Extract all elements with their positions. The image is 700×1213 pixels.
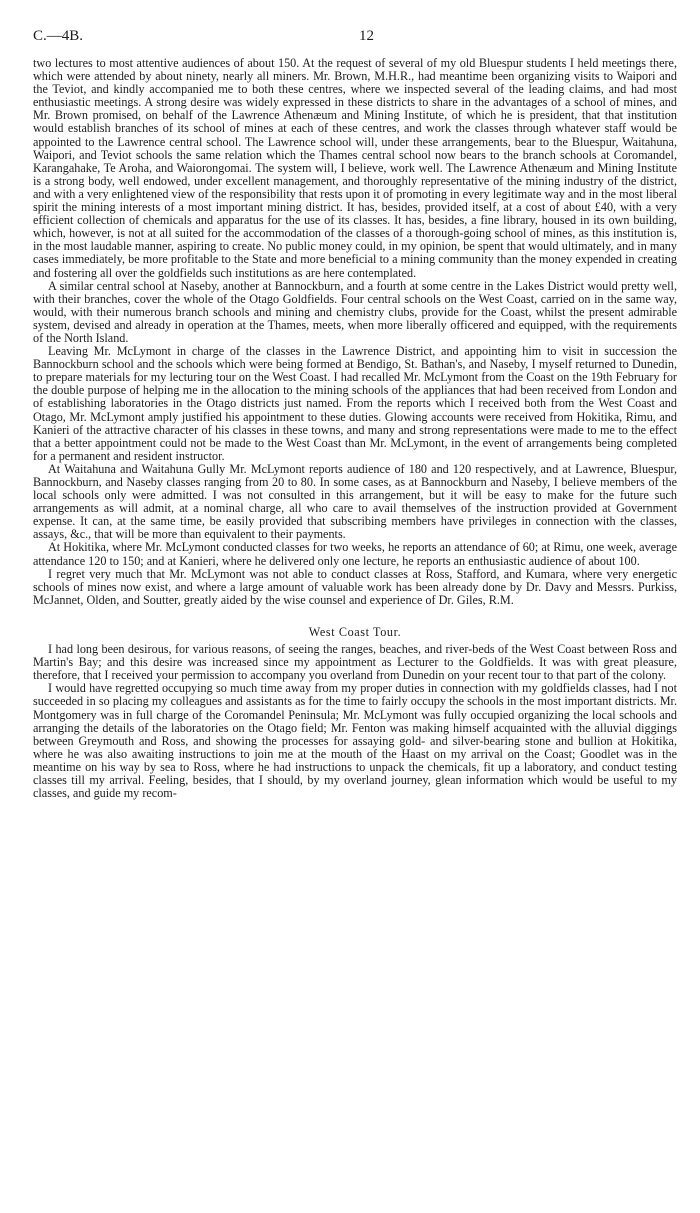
section-title: West Coast Tour. <box>308 624 402 639</box>
paragraph-hokitika: At Hokitika, where Mr. McLymont conducted classes for two weeks, he reports an attendance of 60; at Rimu, one week, average attendance 120 to 150; and at Kanieri, where he delivered only one lecture, he reports an enthusiastic audience of about 100. <box>33 540 677 568</box>
page-number: 12 <box>359 28 374 44</box>
paragraph-attendance: At Waitahuna and Waitahuna Gully Mr. McLymont reports audience of 180 and 120 respectively, and at Lawrence, Bluespur, Bannockburn, and Naseby classes ranging from 20 to 80. In some cases, as at Bannockburn and Naseby, I believe members of the local schools only were admitted. I was not consulted in this arrangement, but it will be easy to make for the future such arrangements as will admit, at a nominal charge, all who care to avail themselves of the instruction provided at Government expense. It can, at the same time, be easily provided that subscribing members have privileges in connection with the classes, assays, &c., that will be more than equivalent to their payments. <box>33 461 677 542</box>
paragraph-colleagues: I would have regretted occupying so much time away from my proper duties in connection with my goldfields classes, had I not succeeded in so placing my colleagues and assistants as for the time to fairly occupy the schools in the most important districts. Mr. Montgomery was in full charge of the Coromandel Peninsula; Mr. McLymont was fully occupied organizing the local schools and arranging the details of the laboratories on the Otago field; Mr. Fenton was making himself acquainted with the alluvial diggings between Greymouth and Ross, and showing the processes for assaying gold- and silver-bearing stone and bullion at Hokitika, where he was also awaiting instructions to join me at the mouth of the Haast on my arrival on the Coast; Goodlet was in the meantime on his way by sea to Ross, where he had instructions to unpack the chemicals, fit up a laboratory, and conduct testing classes till my arrival. Feeling, besides, that I should, by my overland journey, glean information which would be useful to my classes, and guide my recom- <box>33 681 677 801</box>
paragraph-mclymont-duties: Leaving Mr. McLymont in charge of the classes in the Lawrence District, and appointing him to visit in succession the Bannockburn school and the schools which were being formed at Bendigo, St. Bathan's, and Naseby, I myself returned to Dunedin, to prepare materials for my lecturing tour on the West Coast. I had recalled Mr. McLymont from the Coast on the 19th February for the double purpose of helping me in the allocation to the mining schools of the appliances that had been received from London and of establishing laboratories in the Otago districts just named. From the reports which I received both from the West Coast and Otago, Mr. McLymont amply justified his appointment to these duties. Glowing accounts were received from Hokitika, Rimu, and Kanieri of the attractive character of his classes in these towns, and many and strong representations were made to me to the effect that a better appointment could not be made to the West Coast than Mr. McLymont, in the event of arrangements being completed for a permanent and resident instructor. <box>33 344 677 463</box>
paragraph-central-schools: A similar central school at Naseby, another at Bannockburn, and a fourth at some centre in the Lakes District would pretty well, with their branches, cover the whole of the Otago Goldfields. Four central schools on the West Coast, carried on in the same way, would, with their numerous branch schools and mining and chemistry clubs, provide for the Coast, whilst the present admirable system, devised and already in operation at the Thames, meets, when more liberally officered and equipped, with the requirements of the North Island. <box>33 278 677 345</box>
document-reference: C.—4B. <box>33 28 84 44</box>
paragraph-regret: I regret very much that Mr. McLymont was not able to conduct classes at Ross, Stafford, and Kumara, where very energetic schools of mines now exist, and where a large amount of valuable work has been already done by Dr. Davy and Messrs. Purkiss, McJannet, Olden, and Soutter, greatly aided by the wise counsel and experience of Dr. Giles, R.M. <box>33 566 677 607</box>
document-body <box>33 57 677 800</box>
paragraph-lawrence-schools: two lectures to most attentive audiences of about 150. At the request of several of my old Bluespur students I held meetings there, which were attended by about ninety, nearly all miners. Mr. Brown, M.H.R., had meantime been organizing visits to Waipori and the Teviot, and kindly accompanied me to both these centres, where we inspected several of the leading claims, and had most enthusiastic meetings. A strong desire was widely expressed in these districts to share in the advantages of a school of mines, and Mr. Brown promised, on behalf of the Lawrence Athenæum and Mining Institute, of which he is president, that that institution would establish branches of its school of mines at each of these centres, and work the classes through whatever staff would be appointed to the Lawrence central school. The Lawrence school will, under these arrangements, bear to the Bluespur, Waitahuna, Waipori, and Teviot schools the same relation which the Thames central school now bears to the branch schools at Coromandel, Karangahake, Te Aroha, and Waiorongomai. The system will, I believe, work well. The Lawrence Athenæum and Mining Institute is a strong body, well endowed, under excellent management, and thoroughly representative of the mining industry of the district, and with a very enlightened view of the responsibility that rests upon it of promoting in every legitimate way and in the most liberal spirit the mining interests of a most important mining district. It has, besides, provided itself, at a cost of about £40, with a very efficient collection of chemicals and apparatus for the use of its classes. It has, besides, a fine library, housed in its own building, which, however, is not at all suited for the accommodation of the classes of a thorough-going school of mines, as this institution is, in the most laudable manner, aspiring to create. No public money could, in my opinion, be spent that would ultimately, and in many cases immediately, be more profitable to the State and more beneficial to a mining community than the money expended in creating and fostering all over the goldfields such institutions as are here contemplated. <box>33 56 677 280</box>
paragraph-west-coast-desire: I had long been desirous, for various reasons, of seeing the ranges, beaches, and river-beds of the West Coast between Ross and Martin's Bay; and this desire was increased since my appointment as Lecturer to the Goldfields. It was with great pleasure, therefore, that I received your permission to accompany you overland from Dunedin on your recent tour to that part of the colony. <box>33 642 677 683</box>
page-header <box>33 28 673 50</box>
